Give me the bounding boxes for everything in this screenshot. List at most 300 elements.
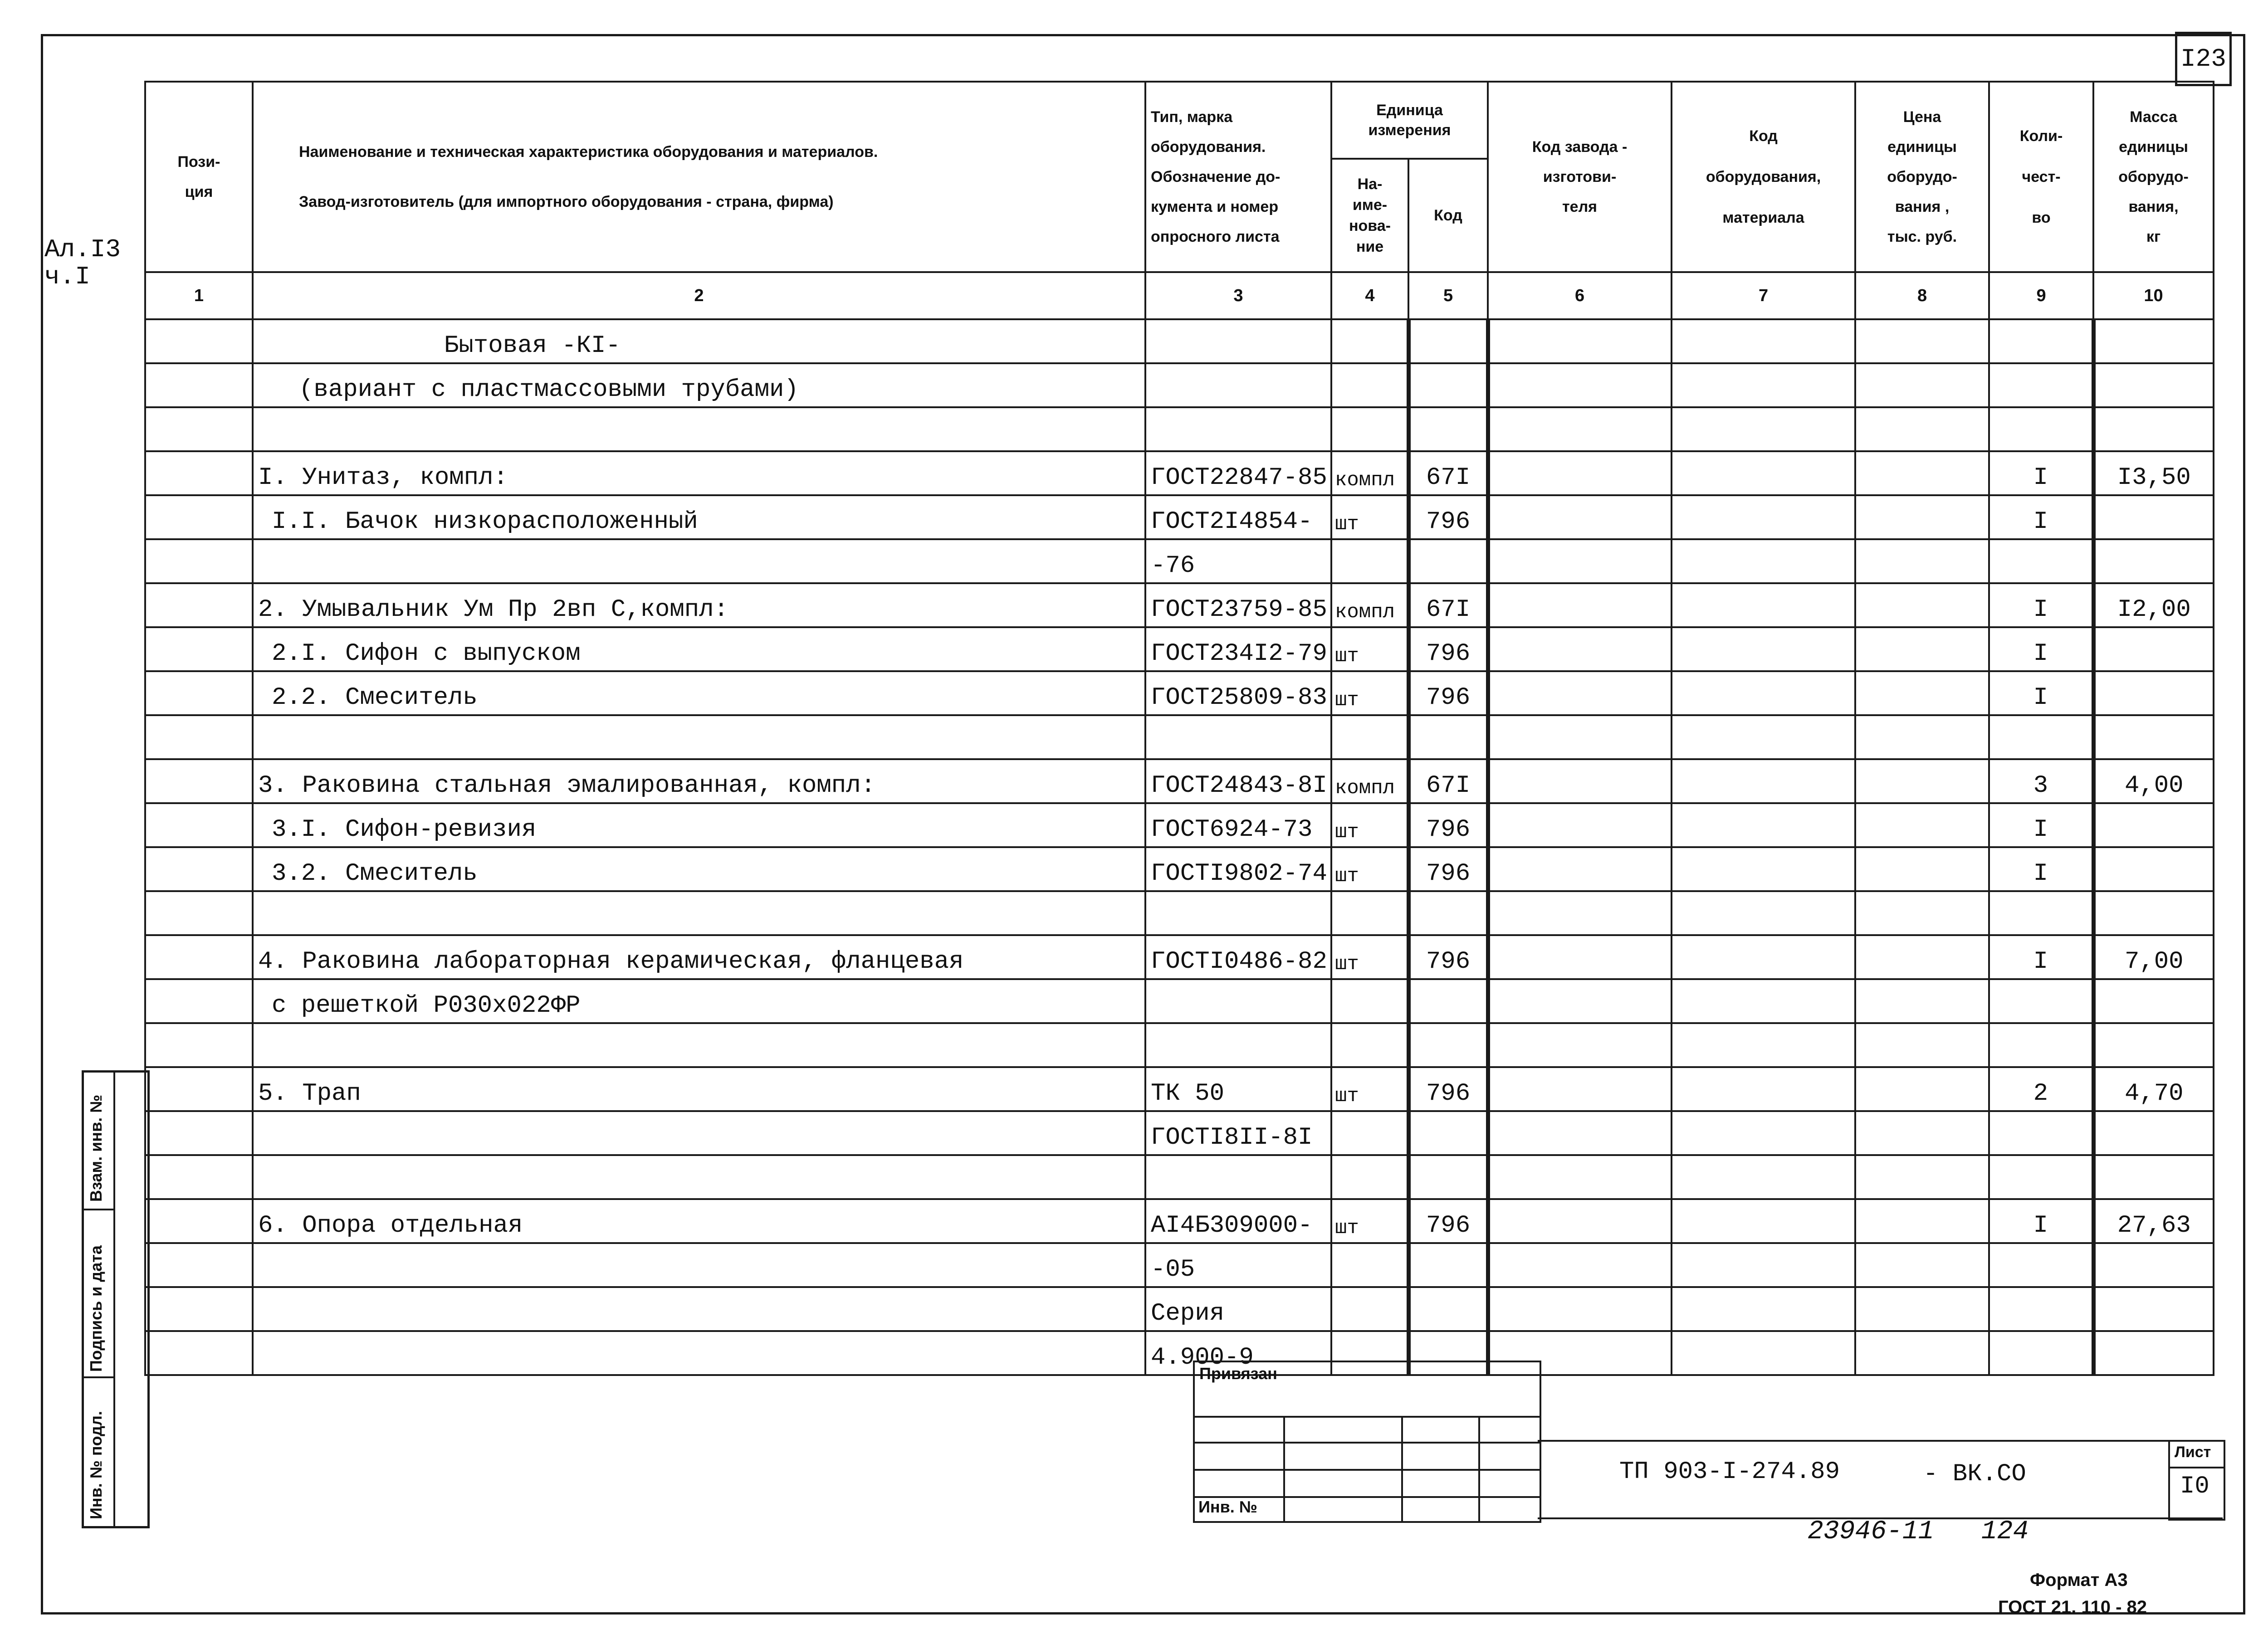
equipment-code-cell: [1672, 363, 1855, 407]
price-cell: [1855, 1331, 1989, 1375]
unit-name-cell: [1331, 891, 1408, 935]
table-row: [145, 1243, 2214, 1287]
unit-code-cell: 67I: [1408, 759, 1488, 803]
equipment-code-cell: [1672, 627, 1855, 671]
quantity-cell: I: [1989, 583, 2093, 627]
unit-code-cell: 796: [1408, 1199, 1488, 1243]
plant-code-cell: [1488, 847, 1672, 891]
unit-name-cell: компл: [1331, 759, 1408, 803]
table-row: [145, 363, 2214, 407]
plant-code-cell: [1488, 319, 1672, 363]
quantity-cell: 2: [1989, 1067, 2093, 1111]
table-row: [145, 891, 2214, 935]
quantity-cell: 3: [1989, 759, 2093, 803]
name-cell: Бытовая -КI-: [253, 319, 1145, 363]
position-cell: [145, 363, 253, 407]
name-cell: 3.I. Сифон-ревизия: [253, 803, 1145, 847]
price-cell: [1855, 407, 1989, 451]
position-cell: [145, 671, 253, 715]
unit-code-cell: 796: [1408, 803, 1488, 847]
title-block-line: [1538, 1440, 2223, 1442]
unit-code-cell: 67I: [1408, 451, 1488, 495]
type-cell: ГОСТ234I2-79: [1145, 627, 1331, 671]
equipment-code-cell: [1672, 539, 1855, 583]
plant-code-cell: [1488, 715, 1672, 759]
position-cell: [145, 847, 253, 891]
table-row: [145, 495, 2214, 539]
position-cell: [145, 1111, 253, 1155]
type-cell: -76: [1145, 539, 1331, 583]
column-number: 8: [1855, 272, 1989, 319]
equipment-code-cell: [1672, 1287, 1855, 1331]
format-label: Формат А3: [2030, 1570, 2128, 1590]
name-cell: 3. Раковина стальная эмалированная, компл:: [253, 759, 1145, 803]
position-cell: [145, 759, 253, 803]
equipment-code-cell: [1672, 1243, 1855, 1287]
equipment-code-cell: [1672, 407, 1855, 451]
unit-name-cell: [1331, 715, 1408, 759]
equipment-code-cell: [1672, 803, 1855, 847]
header-unit: Единица измерения: [1331, 82, 1488, 159]
mass-cell: [2093, 671, 2214, 715]
price-cell: [1855, 363, 1989, 407]
equipment-code-cell: [1672, 583, 1855, 627]
position-cell: [145, 1155, 253, 1199]
position-cell: [145, 891, 253, 935]
type-cell: [1145, 319, 1331, 363]
equipment-code-cell: [1672, 1067, 1855, 1111]
side-mark: [44, 236, 121, 290]
plant-code-cell: [1488, 1067, 1672, 1111]
position-cell: [145, 715, 253, 759]
mass-cell: [2093, 627, 2214, 671]
price-cell: [1855, 1287, 1989, 1331]
column-number: 10: [2093, 272, 2214, 319]
price-cell: [1855, 583, 1989, 627]
type-cell: [1145, 407, 1331, 451]
name-cell: I. Унитаз, компл:: [253, 451, 1145, 495]
plant-code-cell: [1488, 539, 1672, 583]
table-row: [145, 627, 2214, 671]
price-cell: [1855, 847, 1989, 891]
type-cell: ГОСТI0486-82: [1145, 935, 1331, 979]
header-unit-code: Код: [1408, 159, 1488, 272]
unit-name-cell: компл: [1331, 451, 1408, 495]
unit-name-cell: [1331, 407, 1408, 451]
side-mark-line-1: Ал.I3: [44, 235, 121, 264]
mass-cell: [2093, 891, 2214, 935]
price-cell: [1855, 715, 1989, 759]
name-cell: [253, 539, 1145, 583]
mass-cell: 4,70: [2093, 1067, 2214, 1111]
unit-name-cell: [1331, 1155, 1408, 1199]
quantity-cell: I: [1989, 671, 2093, 715]
column-number: 4: [1331, 272, 1408, 319]
quantity-cell: I: [1989, 451, 2093, 495]
unit-name-cell: компл: [1331, 583, 1408, 627]
plant-code-cell: [1488, 1199, 1672, 1243]
plant-code-cell: [1488, 363, 1672, 407]
unit-code-cell: [1408, 363, 1488, 407]
position-cell: [145, 979, 253, 1023]
table-row: [145, 451, 2214, 495]
plant-code-cell: [1488, 495, 1672, 539]
header-mass: Масса единицы оборудо- вания, кг: [2093, 82, 2214, 272]
plant-code-cell: [1488, 407, 1672, 451]
unit-code-cell: 796: [1408, 495, 1488, 539]
binding-label: Привязан: [1199, 1364, 1277, 1383]
document-code: ТП 903-I-274.89: [1619, 1458, 1840, 1486]
header-name-line-2: Завод-изготовитель (для импортного оборудования - страна, фирма): [299, 193, 834, 210]
table-row: [145, 1287, 2214, 1331]
plant-code-cell: [1488, 1155, 1672, 1199]
table-row: [145, 583, 2214, 627]
gost-label: ГОСТ 21. 110 - 82: [1998, 1597, 2147, 1617]
unit-name-cell: шт: [1331, 803, 1408, 847]
column-number: 7: [1672, 272, 1855, 319]
price-cell: [1855, 1111, 1989, 1155]
equipment-code-cell: [1672, 715, 1855, 759]
price-cell: [1855, 1023, 1989, 1067]
quantity-cell: [1989, 407, 2093, 451]
unit-code-cell: 796: [1408, 671, 1488, 715]
header-position: Пози- ция: [145, 82, 253, 272]
table-body: [145, 319, 2214, 1375]
name-cell: 2.2. Смеситель: [253, 671, 1145, 715]
unit-name-cell: [1331, 979, 1408, 1023]
sheet-label: Лист: [2175, 1444, 2211, 1461]
unit-code-cell: [1408, 1023, 1488, 1067]
plant-code-cell: [1488, 1243, 1672, 1287]
quantity-cell: [1989, 1023, 2093, 1067]
sheet-number: I0: [2180, 1473, 2209, 1500]
price-cell: [1855, 671, 1989, 715]
mass-cell: I2,00: [2093, 583, 2214, 627]
name-cell: 6. Опора отдельная: [253, 1199, 1145, 1243]
mass-cell: [2093, 1023, 2214, 1067]
name-cell: 2.I. Сифон с выпуском: [253, 627, 1145, 671]
type-cell: [1145, 979, 1331, 1023]
name-cell: 3.2. Смеситель: [253, 847, 1145, 891]
header-type: Тип, марка оборудования. Обозначение до- кумента и номер опросного листа: [1145, 82, 1331, 272]
position-cell: [145, 1199, 253, 1243]
plant-code-cell: [1488, 891, 1672, 935]
position-cell: [145, 1067, 253, 1111]
price-cell: [1855, 891, 1989, 935]
name-cell: [253, 1287, 1145, 1331]
table-row: [145, 715, 2214, 759]
unit-name-cell: [1331, 1023, 1408, 1067]
equipment-code-cell: [1672, 671, 1855, 715]
column-number: 2: [253, 272, 1145, 319]
position-cell: [145, 1023, 253, 1067]
price-cell: [1855, 1243, 1989, 1287]
quantity-cell: [1989, 1155, 2093, 1199]
column-number: 6: [1488, 272, 1672, 319]
table-row: [145, 1331, 2214, 1375]
position-cell: [145, 495, 253, 539]
price-cell: [1855, 495, 1989, 539]
table-row: [145, 539, 2214, 583]
type-cell: [1145, 715, 1331, 759]
mass-cell: 7,00: [2093, 935, 2214, 979]
unit-name-cell: [1331, 319, 1408, 363]
unit-name-cell: шт: [1331, 1067, 1408, 1111]
type-cell: 4.900-9: [1145, 1331, 1331, 1375]
table-row: [145, 847, 2214, 891]
plant-code-cell: [1488, 583, 1672, 627]
position-cell: [145, 627, 253, 671]
position-cell: [145, 451, 253, 495]
table-row: [145, 1111, 2214, 1155]
unit-code-cell: [1408, 539, 1488, 583]
equipment-code-cell: [1672, 847, 1855, 891]
name-cell: 4. Раковина лабораторная керамическая, фланцевая: [253, 935, 1145, 979]
mass-cell: 27,63: [2093, 1199, 2214, 1243]
name-cell: [253, 1243, 1145, 1287]
header-quantity: Коли- чест- во: [1989, 82, 2093, 272]
column-number: 1: [145, 272, 253, 319]
quantity-cell: I: [1989, 803, 2093, 847]
document-suffix: - ВК.СО: [1923, 1460, 2026, 1488]
equipment-code-cell: [1672, 935, 1855, 979]
name-cell: [253, 891, 1145, 935]
type-cell: [1145, 891, 1331, 935]
unit-code-cell: 796: [1408, 935, 1488, 979]
plant-code-cell: [1488, 803, 1672, 847]
unit-code-cell: [1408, 891, 1488, 935]
equipment-code-cell: [1672, 1111, 1855, 1155]
position-cell: [145, 1243, 253, 1287]
quantity-cell: [1989, 1331, 2093, 1375]
header-equipment-code: Код оборудования, материала: [1672, 82, 1855, 272]
price-cell: [1855, 935, 1989, 979]
mass-cell: [2093, 1331, 2214, 1375]
quantity-cell: [1989, 539, 2093, 583]
unit-name-cell: шт: [1331, 671, 1408, 715]
column-number: 5: [1408, 272, 1488, 319]
quantity-cell: [1989, 891, 2093, 935]
name-cell: 5. Трап: [253, 1067, 1145, 1111]
header-unit-name: На- име- нова- ние: [1331, 159, 1408, 272]
quantity-cell: [1989, 1287, 2093, 1331]
quantity-cell: [1989, 979, 2093, 1023]
table-row: [145, 935, 2214, 979]
price-cell: [1855, 627, 1989, 671]
name-cell: [253, 407, 1145, 451]
plant-code-cell: [1488, 1287, 1672, 1331]
type-cell: АI4Б309000-: [1145, 1199, 1331, 1243]
unit-code-cell: [1408, 1287, 1488, 1331]
table-row: [145, 1155, 2214, 1199]
unit-name-cell: шт: [1331, 847, 1408, 891]
mass-cell: I3,50: [2093, 451, 2214, 495]
unit-name-cell: шт: [1331, 1199, 1408, 1243]
type-cell: ГОСТ2I4854-: [1145, 495, 1331, 539]
equipment-code-cell: [1672, 1331, 1855, 1375]
header-plant-code: Код завода - изготови- теля: [1488, 82, 1672, 272]
equipment-code-cell: [1672, 891, 1855, 935]
position-cell: [145, 583, 253, 627]
mass-cell: [2093, 363, 2214, 407]
handwritten-number: 23946-11 124: [1808, 1517, 2029, 1546]
unit-code-cell: 796: [1408, 627, 1488, 671]
price-cell: [1855, 539, 1989, 583]
position-cell: [145, 935, 253, 979]
name-cell: [253, 1331, 1145, 1375]
header-name-line-1: Наименование и техническая характеристика оборудования и материалов.: [299, 143, 878, 161]
unit-name-cell: [1331, 1243, 1408, 1287]
type-cell: ГОСТI9802-74: [1145, 847, 1331, 891]
type-cell: ГОСТ25809-83: [1145, 671, 1331, 715]
sheet-number-box: [2168, 1440, 2225, 1521]
unit-code-cell: [1408, 1111, 1488, 1155]
side-mark-line-2: ч.I: [44, 262, 90, 291]
replacement-inventory-label: Взам. инв. №: [87, 1094, 105, 1202]
table-row: [145, 803, 2214, 847]
mass-cell: [2093, 1111, 2214, 1155]
type-cell: Серия: [1145, 1287, 1331, 1331]
quantity-cell: [1989, 1243, 2093, 1287]
quantity-cell: I: [1989, 935, 2093, 979]
plant-code-cell: [1488, 671, 1672, 715]
unit-code-cell: [1408, 1243, 1488, 1287]
plant-code-cell: [1488, 935, 1672, 979]
plant-code-cell: [1488, 759, 1672, 803]
equipment-code-cell: [1672, 1199, 1855, 1243]
unit-code-cell: [1408, 1155, 1488, 1199]
unit-code-cell: [1408, 407, 1488, 451]
unit-name-cell: шт: [1331, 935, 1408, 979]
binding-block: [1193, 1361, 1541, 1523]
signature-date-label: Подпись и дата: [87, 1245, 105, 1372]
quantity-cell: I: [1989, 627, 2093, 671]
column-number: 9: [1989, 272, 2093, 319]
table-row: [145, 1067, 2214, 1111]
mass-cell: [2093, 319, 2214, 363]
mass-cell: [2093, 539, 2214, 583]
unit-code-cell: [1408, 715, 1488, 759]
type-cell: [1145, 363, 1331, 407]
type-cell: ГОСТ6924-73: [1145, 803, 1331, 847]
plant-code-cell: [1488, 451, 1672, 495]
unit-code-cell: [1408, 319, 1488, 363]
name-cell: 2. Умывальник Ум Пр 2вп С,компл:: [253, 583, 1145, 627]
column-numbers-row: [145, 272, 2214, 319]
mass-cell: [2093, 979, 2214, 1023]
type-cell: ГОСТ23759-85: [1145, 583, 1331, 627]
unit-name-cell: [1331, 363, 1408, 407]
price-cell: [1855, 319, 1989, 363]
equipment-code-cell: [1672, 1155, 1855, 1199]
table-row: [145, 759, 2214, 803]
name-cell: [253, 715, 1145, 759]
position-cell: [145, 1287, 253, 1331]
mass-cell: [2093, 847, 2214, 891]
unit-name-cell: шт: [1331, 495, 1408, 539]
mass-cell: [2093, 407, 2214, 451]
plant-code-cell: [1488, 1111, 1672, 1155]
quantity-cell: [1989, 1111, 2093, 1155]
type-cell: [1145, 1155, 1331, 1199]
mass-cell: [2093, 1243, 2214, 1287]
plant-code-cell: [1488, 627, 1672, 671]
original-inventory-label: Инв. № подл.: [87, 1411, 105, 1519]
table-row: [145, 319, 2214, 363]
name-cell: I.I. Бачок низкорасположенный: [253, 495, 1145, 539]
quantity-cell: [1989, 363, 2093, 407]
quantity-cell: [1989, 715, 2093, 759]
quantity-cell: I: [1989, 1199, 2093, 1243]
header-price: Цена единицы оборудо- вания , тыс. руб.: [1855, 82, 1989, 272]
price-cell: [1855, 451, 1989, 495]
equipment-code-cell: [1672, 759, 1855, 803]
position-cell: [145, 319, 253, 363]
unit-code-cell: 796: [1408, 847, 1488, 891]
mass-cell: [2093, 803, 2214, 847]
equipment-code-cell: [1672, 495, 1855, 539]
mass-cell: [2093, 715, 2214, 759]
column-number: 3: [1145, 272, 1331, 319]
position-cell: [145, 539, 253, 583]
unit-name-cell: шт: [1331, 627, 1408, 671]
position-cell: [145, 803, 253, 847]
price-cell: [1855, 1155, 1989, 1199]
inventory-number-label: Инв. №: [1198, 1497, 1257, 1516]
equipment-code-cell: [1672, 979, 1855, 1023]
mass-cell: [2093, 495, 2214, 539]
header-name: [253, 82, 1145, 272]
name-cell: [253, 1023, 1145, 1067]
mass-cell: 4,00: [2093, 759, 2214, 803]
quantity-cell: I: [1989, 847, 2093, 891]
plant-code-cell: [1488, 979, 1672, 1023]
equipment-code-cell: [1672, 1023, 1855, 1067]
price-cell: [1855, 803, 1989, 847]
table-row: [145, 671, 2214, 715]
equipment-code-cell: [1672, 319, 1855, 363]
name-cell: с решеткой Р030х022ФР: [253, 979, 1145, 1023]
table-row: [145, 407, 2214, 451]
plant-code-cell: [1488, 1023, 1672, 1067]
price-cell: [1855, 759, 1989, 803]
position-cell: [145, 407, 253, 451]
type-cell: ТК 50: [1145, 1067, 1331, 1111]
type-cell: ГОСТ22847-85: [1145, 451, 1331, 495]
unit-code-cell: 67I: [1408, 583, 1488, 627]
name-cell: [253, 1111, 1145, 1155]
mass-cell: [2093, 1155, 2214, 1199]
type-cell: ГОСТ24843-8I: [1145, 759, 1331, 803]
table-row: [145, 1199, 2214, 1243]
binding-stamp: [82, 1070, 150, 1528]
equipment-code-cell: [1672, 451, 1855, 495]
quantity-cell: I: [1989, 495, 2093, 539]
unit-name-cell: [1331, 1111, 1408, 1155]
name-cell: (вариант с пластмассовыми трубами): [253, 363, 1145, 407]
name-cell: [253, 1155, 1145, 1199]
table-row: [145, 979, 2214, 1023]
mass-cell: [2093, 1287, 2214, 1331]
unit-name-cell: [1331, 1287, 1408, 1331]
quantity-cell: [1989, 319, 2093, 363]
price-cell: [1855, 1067, 1989, 1111]
price-cell: [1855, 1199, 1989, 1243]
price-cell: [1855, 979, 1989, 1023]
unit-code-cell: 796: [1408, 1067, 1488, 1111]
type-cell: ГОСТI8II-8I: [1145, 1111, 1331, 1155]
type-cell: -05: [1145, 1243, 1331, 1287]
